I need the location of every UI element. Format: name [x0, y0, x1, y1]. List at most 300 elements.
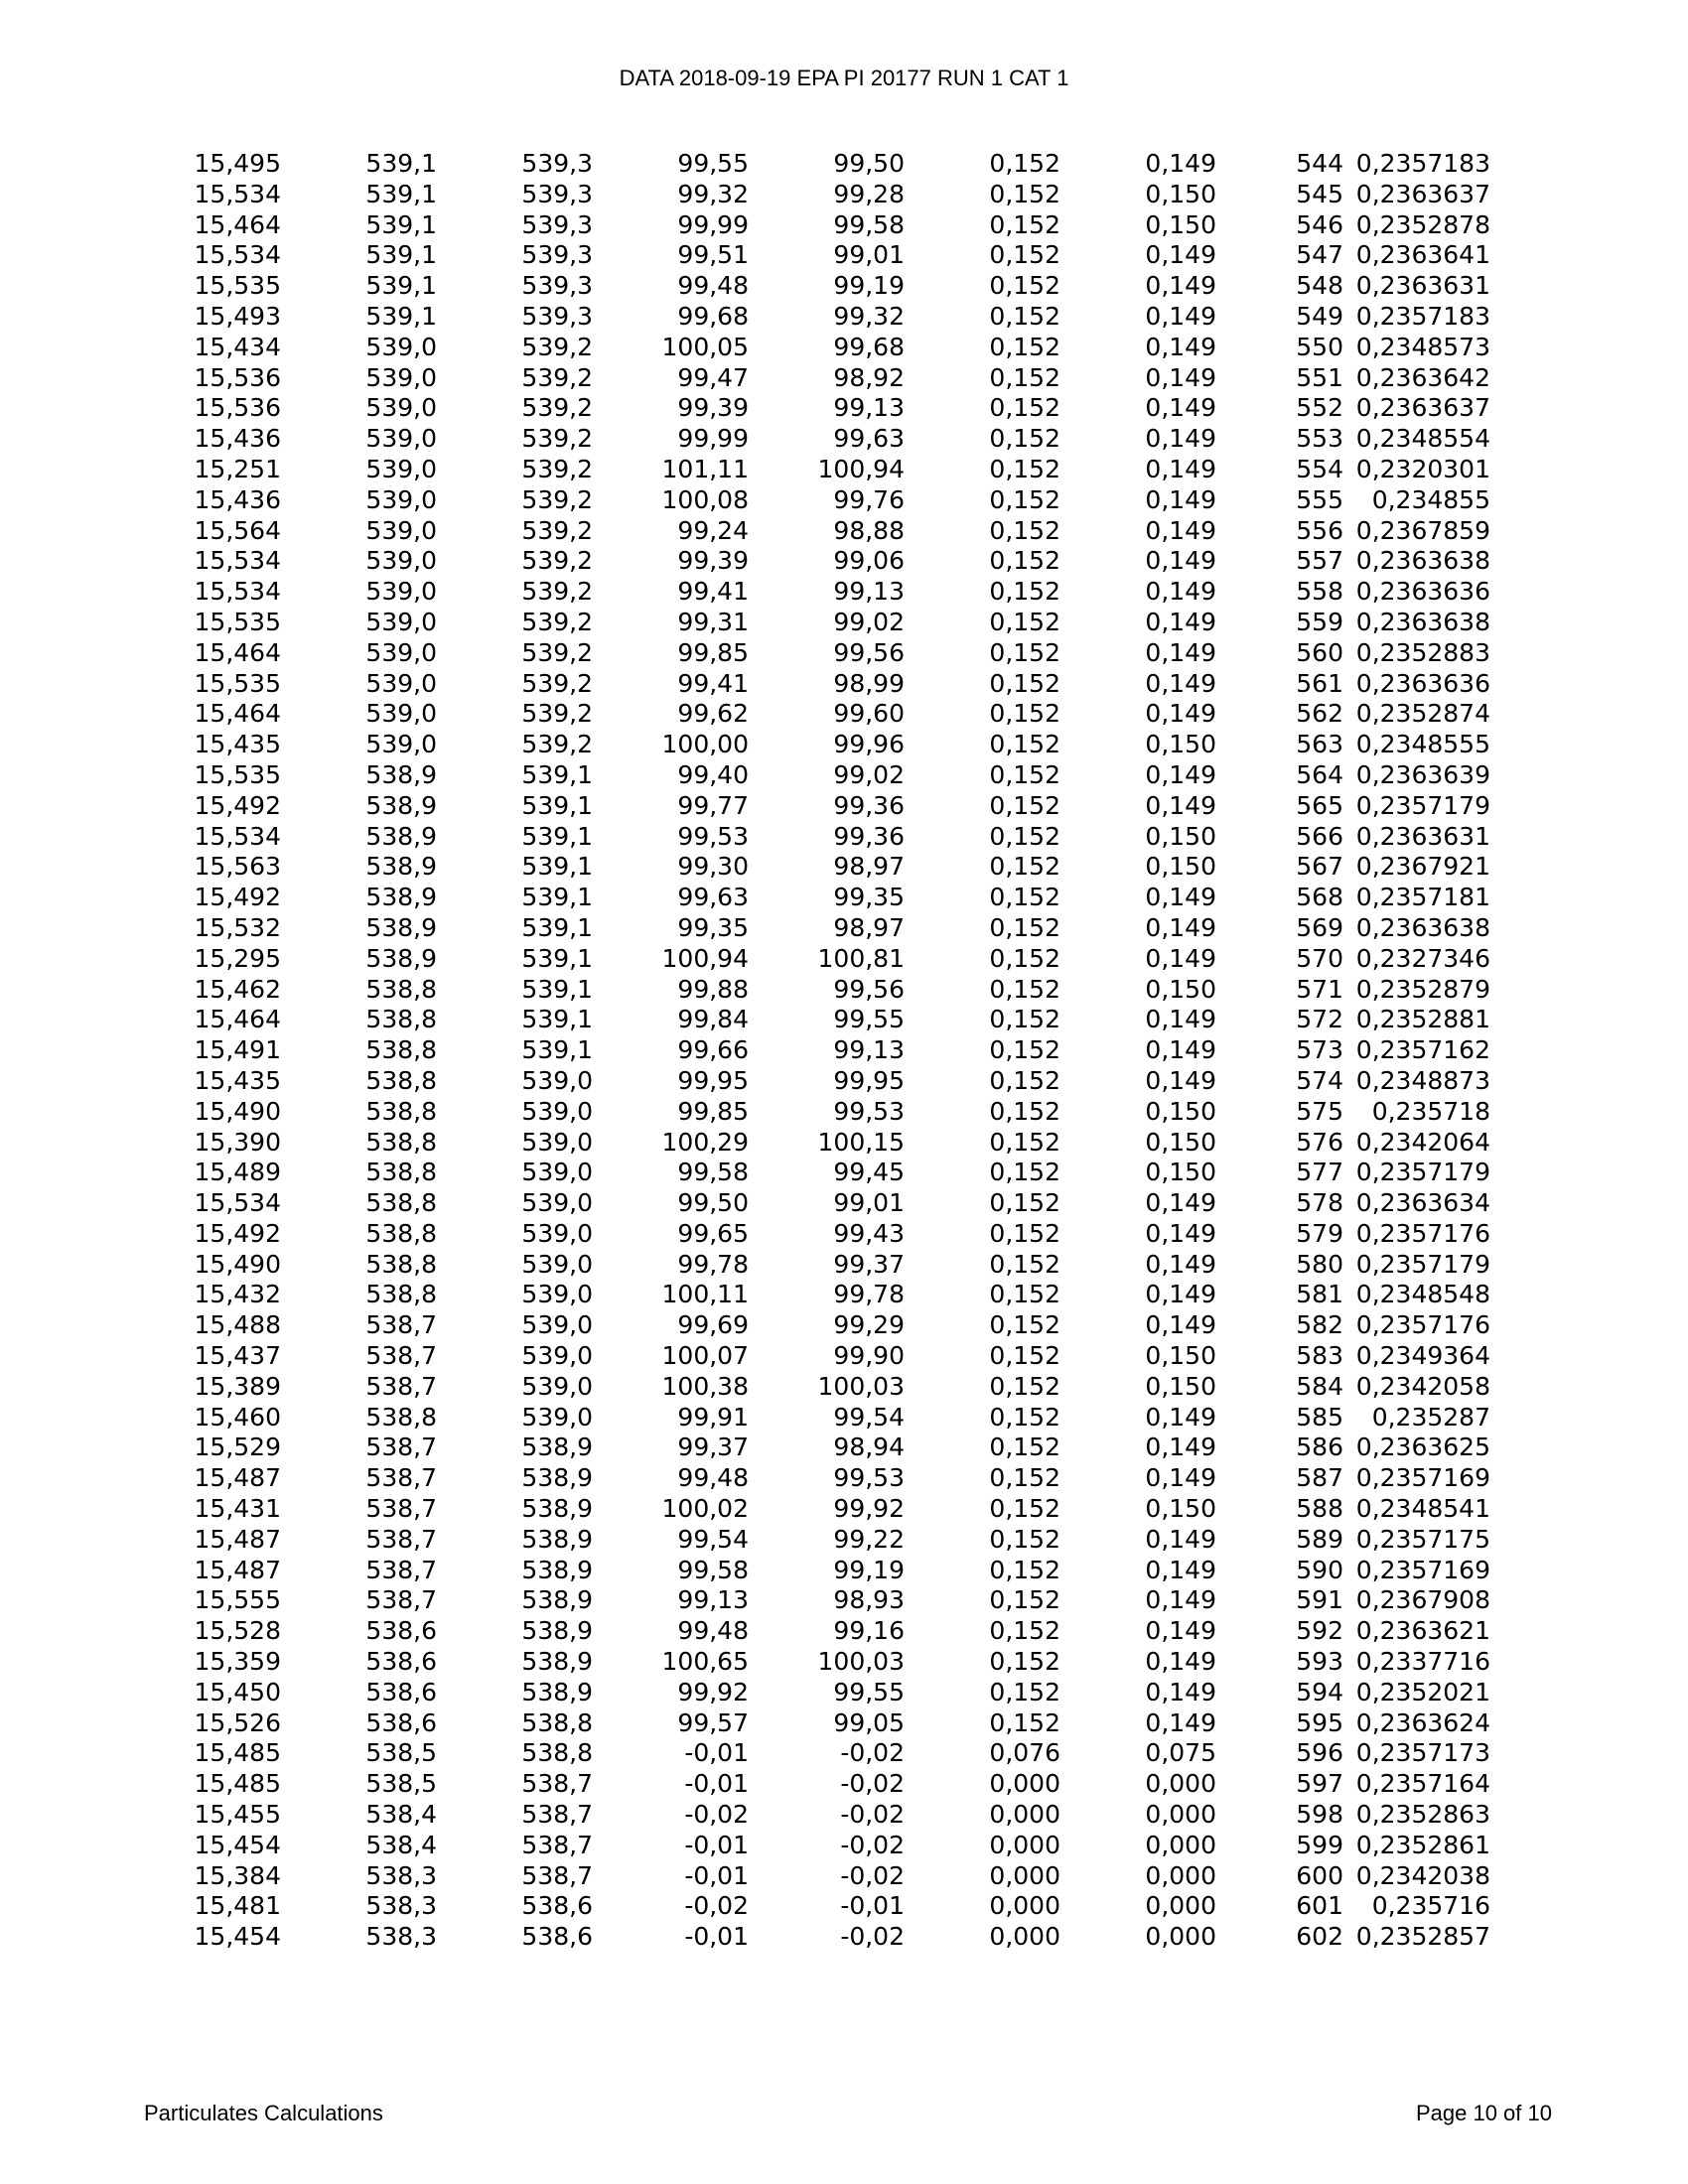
table-cell: 0,149: [1145, 515, 1216, 545]
table-cell: 0,149: [1145, 301, 1216, 331]
table-row: [0, 149, 1490, 180]
table-cell: 0,152: [989, 515, 1060, 545]
footer-page-number: Page 10 of 10: [1415, 2101, 1552, 2125]
table-cell: 576: [1296, 1127, 1343, 1157]
table-cell: 15,488: [194, 1310, 281, 1340]
table-cell: 587: [1296, 1463, 1343, 1493]
table-cell: 581: [1296, 1280, 1343, 1309]
table-cell: 0,2367859: [1355, 515, 1490, 545]
table-row: [0, 1066, 1490, 1097]
table-cell: 0,149: [1145, 271, 1216, 301]
table-cell: 0,2363636: [1355, 577, 1490, 607]
table-cell: 0,149: [1145, 1188, 1216, 1218]
table-cell: 99,88: [677, 974, 749, 1004]
table-row: [0, 852, 1490, 883]
table-cell: 539,3: [521, 209, 593, 239]
table-row: [0, 608, 1490, 638]
table-cell: 15,454: [194, 1830, 281, 1859]
table-cell: 100,15: [817, 1127, 905, 1157]
table-row: [0, 424, 1490, 455]
table-cell: 99,40: [677, 759, 749, 789]
table-cell: -0,01: [684, 1922, 749, 1952]
table-row: [0, 669, 1490, 700]
table-cell: 594: [1296, 1677, 1343, 1706]
table-cell: 596: [1296, 1738, 1343, 1768]
table-cell: 538,5: [365, 1738, 437, 1768]
table-cell: -0,02: [840, 1860, 905, 1890]
table-cell: 0,000: [989, 1800, 1060, 1830]
table-cell: 599: [1296, 1830, 1343, 1859]
table-cell: 538,9: [365, 821, 437, 851]
table-cell: 0,152: [989, 883, 1060, 912]
table-cell: 99,36: [833, 821, 905, 851]
table-row: [0, 1800, 1490, 1831]
table-cell: 0,149: [1145, 332, 1216, 361]
table-row: [0, 638, 1490, 669]
table-cell: 538,5: [365, 1769, 437, 1799]
table-cell: 99,55: [833, 1677, 905, 1706]
table-cell: 539,0: [521, 1127, 593, 1157]
table-row: [0, 1831, 1490, 1861]
table-cell: 538,7: [365, 1524, 437, 1554]
table-cell: 539,1: [521, 852, 593, 882]
table-cell: 99,01: [833, 240, 905, 270]
table-cell: 0,2357169: [1355, 1463, 1490, 1493]
table-cell: 539,0: [521, 1065, 593, 1095]
table-row: [0, 1616, 1490, 1647]
table-cell: 0,2342038: [1355, 1860, 1490, 1890]
table-row: [0, 1035, 1490, 1066]
table-cell: 15,454: [194, 1922, 281, 1952]
table-cell: 99,85: [677, 1096, 749, 1126]
table-cell: 0,2363641: [1355, 240, 1490, 270]
table-cell: 538,9: [365, 943, 437, 973]
table-cell: 99,30: [677, 852, 749, 882]
table-cell: 0,149: [1145, 1677, 1216, 1706]
table-cell: 579: [1296, 1218, 1343, 1248]
table-cell: 538,9: [521, 1494, 593, 1524]
table-cell: 0,000: [989, 1922, 1060, 1952]
table-cell: 0,2363639: [1355, 759, 1490, 789]
table-cell: 100,29: [661, 1127, 749, 1157]
table-cell: 0,152: [989, 759, 1060, 789]
table-cell: 0,2348548: [1355, 1280, 1490, 1309]
table-cell: 99,32: [677, 179, 749, 208]
table-cell: 99,60: [833, 699, 905, 729]
table-cell: 0,2348554: [1355, 424, 1490, 454]
table-row: [0, 1310, 1490, 1341]
table-cell: 99,78: [833, 1280, 905, 1309]
table-row: [0, 455, 1490, 485]
table-cell: 0,2337716: [1355, 1647, 1490, 1677]
table-cell: -0,02: [840, 1830, 905, 1859]
table-cell: 0,2357183: [1355, 149, 1490, 178]
table-cell: 99,56: [833, 637, 905, 667]
table-cell: 99,48: [677, 1616, 749, 1646]
table-cell: 538,7: [365, 1341, 437, 1371]
table-cell: 0,152: [989, 271, 1060, 301]
table-cell: 538,6: [365, 1707, 437, 1737]
table-cell: 539,3: [521, 301, 593, 331]
table-cell: 15,464: [194, 699, 281, 729]
table-cell: 0,2357179: [1355, 1249, 1490, 1279]
table-cell: 0,149: [1145, 883, 1216, 912]
table-cell: 99,16: [833, 1616, 905, 1646]
table-cell: 99,68: [833, 332, 905, 361]
table-cell: 538,7: [521, 1860, 593, 1890]
table-cell: 100,02: [661, 1494, 749, 1524]
table-cell: 538,8: [365, 1127, 437, 1157]
table-cell: 539,3: [521, 271, 593, 301]
table-row: [0, 944, 1490, 975]
table-cell: 538,9: [521, 1433, 593, 1462]
table-cell: 99,02: [833, 759, 905, 789]
table-cell: 100,03: [817, 1371, 905, 1401]
table-cell: 0,149: [1145, 943, 1216, 973]
table-cell: 538,8: [365, 1005, 437, 1034]
table-cell: 99,02: [833, 607, 905, 636]
table-cell: 538,7: [365, 1371, 437, 1401]
table-cell: 539,3: [521, 240, 593, 270]
table-cell: 539,0: [365, 637, 437, 667]
table-cell: 99,13: [833, 577, 905, 607]
table-cell: 15,435: [194, 730, 281, 759]
table-cell: 538,9: [365, 852, 437, 882]
table-cell: 99,35: [833, 883, 905, 912]
table-row: [0, 791, 1490, 822]
table-cell: 550: [1296, 332, 1343, 361]
table-cell: 556: [1296, 515, 1343, 545]
table-cell: 538,7: [521, 1830, 593, 1859]
table-cell: 549: [1296, 301, 1343, 331]
table-row: [0, 485, 1490, 516]
table-cell: 0,075: [1145, 1738, 1216, 1768]
table-cell: 0,149: [1145, 1065, 1216, 1095]
table-row: [0, 1494, 1490, 1525]
table-cell: -0,01: [684, 1860, 749, 1890]
table-cell: 0,2367921: [1355, 852, 1490, 882]
table-cell: 0,000: [989, 1830, 1060, 1859]
table-cell: 15,492: [194, 1218, 281, 1248]
table-cell: 539,2: [521, 668, 593, 698]
table-cell: 539,1: [521, 974, 593, 1004]
table-cell: 539,1: [365, 209, 437, 239]
table-cell: 0,152: [989, 1433, 1060, 1462]
table-cell: 100,03: [817, 1647, 905, 1677]
table-cell: 0,149: [1145, 1218, 1216, 1248]
data-table: [0, 149, 1490, 1953]
table-cell: 0,152: [989, 821, 1060, 851]
table-cell: 100,65: [661, 1647, 749, 1677]
table-cell: 0,152: [989, 1647, 1060, 1677]
table-cell: 100,05: [661, 332, 749, 361]
table-cell: 0,152: [989, 484, 1060, 514]
table-cell: 99,37: [677, 1433, 749, 1462]
table-cell: 0,150: [1145, 209, 1216, 239]
table-cell: 538,8: [365, 1402, 437, 1432]
table-row: [0, 975, 1490, 1006]
table-cell: 0,150: [1145, 1096, 1216, 1126]
table-cell: 15,251: [194, 454, 281, 483]
table-cell: 98,92: [833, 362, 905, 392]
table-cell: 0,152: [989, 1677, 1060, 1706]
table-cell: 15,464: [194, 209, 281, 239]
table-cell: -0,02: [840, 1800, 905, 1830]
table-cell: 539,0: [365, 577, 437, 607]
footer-document-title: Particulates Calculations: [144, 2101, 383, 2125]
table-cell: 539,0: [365, 730, 437, 759]
table-cell: 15,434: [194, 332, 281, 361]
table-cell: 0,235287: [1371, 1402, 1490, 1432]
table-cell: 546: [1296, 209, 1343, 239]
table-cell: 538,9: [521, 1647, 593, 1677]
table-cell: 0,2348573: [1355, 332, 1490, 361]
table-cell: 538,8: [365, 1158, 437, 1187]
table-row: [0, 1556, 1490, 1586]
table-cell: 571: [1296, 974, 1343, 1004]
table-cell: 582: [1296, 1310, 1343, 1340]
table-cell: 0,149: [1145, 1310, 1216, 1340]
table-cell: 539,0: [521, 1280, 593, 1309]
table-row: [0, 1861, 1490, 1892]
table-cell: -0,02: [840, 1738, 905, 1768]
table-cell: 0,149: [1145, 1463, 1216, 1493]
table-cell: 99,68: [677, 301, 749, 331]
table-cell: 0,152: [989, 943, 1060, 973]
table-cell: 99,57: [677, 1707, 749, 1737]
table-cell: 538,6: [521, 1891, 593, 1921]
table-cell: 0,2363625: [1355, 1433, 1490, 1462]
table-cell: 538,9: [521, 1524, 593, 1554]
table-cell: 539,2: [521, 730, 593, 759]
table-cell: 0,2363631: [1355, 271, 1490, 301]
table-cell: 0,2363636: [1355, 668, 1490, 698]
table-cell: 0,149: [1145, 149, 1216, 178]
table-cell: 0,152: [989, 668, 1060, 698]
table-cell: 539,0: [365, 607, 437, 636]
table-cell: 99,47: [677, 362, 749, 392]
table-row: [0, 1219, 1490, 1250]
table-cell: 0,2348541: [1355, 1494, 1490, 1524]
table-cell: 539,2: [521, 454, 593, 483]
table-cell: -0,02: [840, 1769, 905, 1799]
table-cell: 0,152: [989, 1065, 1060, 1095]
table-cell: 99,99: [677, 424, 749, 454]
table-row: [0, 1250, 1490, 1281]
table-cell: -0,02: [684, 1891, 749, 1921]
table-cell: 539,0: [521, 1249, 593, 1279]
table-cell: 15,534: [194, 577, 281, 607]
table-cell: 0,152: [989, 1188, 1060, 1218]
table-cell: 98,97: [833, 852, 905, 882]
table-row: [0, 1647, 1490, 1678]
table-cell: 15,535: [194, 759, 281, 789]
table-cell: 0,152: [989, 393, 1060, 423]
table-cell: 0,2352883: [1355, 637, 1490, 667]
table-cell: 538,6: [365, 1647, 437, 1677]
table-cell: 572: [1296, 1005, 1343, 1034]
table-cell: -0,01: [684, 1738, 749, 1768]
table-cell: 0,152: [989, 637, 1060, 667]
table-row: [0, 760, 1490, 791]
table-cell: 0,149: [1145, 759, 1216, 789]
table-cell: 98,88: [833, 515, 905, 545]
table-cell: 99,50: [833, 149, 905, 178]
table-cell: 15,528: [194, 1616, 281, 1646]
table-cell: 15,564: [194, 515, 281, 545]
table-cell: 552: [1296, 393, 1343, 423]
table-cell: 0,149: [1145, 1280, 1216, 1309]
table-cell: 0,149: [1145, 1616, 1216, 1646]
table-cell: 15,295: [194, 943, 281, 973]
table-row: [0, 546, 1490, 577]
table-cell: 0,149: [1145, 1585, 1216, 1615]
table-cell: 0,149: [1145, 1035, 1216, 1065]
table-cell: 539,1: [365, 301, 437, 331]
table-cell: 539,2: [521, 699, 593, 729]
table-cell: 0,152: [989, 1402, 1060, 1432]
table-cell: -0,02: [684, 1800, 749, 1830]
table-cell: 538,3: [365, 1860, 437, 1890]
table-cell: 15,536: [194, 362, 281, 392]
table-cell: 539,0: [521, 1188, 593, 1218]
table-cell: 539,1: [521, 759, 593, 789]
table-cell: 0,150: [1145, 1341, 1216, 1371]
table-cell: 0,152: [989, 699, 1060, 729]
table-cell: 539,1: [521, 1035, 593, 1065]
table-cell: 539,0: [365, 668, 437, 698]
table-row: [0, 822, 1490, 853]
table-cell: 99,51: [677, 240, 749, 270]
table-cell: 99,29: [833, 1310, 905, 1340]
table-row: [0, 1158, 1490, 1188]
table-cell: 0,2363631: [1355, 821, 1490, 851]
table-row: [0, 1585, 1490, 1616]
table-cell: 0,152: [989, 1616, 1060, 1646]
table-cell: 598: [1296, 1800, 1343, 1830]
table-cell: 99,39: [677, 393, 749, 423]
table-cell: 99,19: [833, 1555, 905, 1584]
table-cell: 15,436: [194, 424, 281, 454]
table-cell: 15,390: [194, 1127, 281, 1157]
table-cell: 15,495: [194, 149, 281, 178]
table-cell: 15,526: [194, 1707, 281, 1737]
table-cell: 567: [1296, 852, 1343, 882]
table-cell: 539,2: [521, 515, 593, 545]
table-cell: 100,38: [661, 1371, 749, 1401]
table-cell: 0,152: [989, 1585, 1060, 1615]
table-row: [0, 363, 1490, 394]
table-cell: 539,0: [521, 1096, 593, 1126]
table-cell: 99,39: [677, 546, 749, 576]
table-cell: 538,7: [365, 1310, 437, 1340]
table-cell: 595: [1296, 1707, 1343, 1737]
table-cell: 0,000: [1145, 1830, 1216, 1859]
table-cell: 0,149: [1145, 699, 1216, 729]
table-cell: 99,56: [833, 974, 905, 1004]
table-cell: 538,8: [365, 1280, 437, 1309]
table-cell: 561: [1296, 668, 1343, 698]
table-cell: 544: [1296, 149, 1343, 178]
table-cell: 539,2: [521, 332, 593, 361]
table-cell: 0,2363637: [1355, 179, 1490, 208]
table-row: [0, 1188, 1490, 1219]
table-cell: 585: [1296, 1402, 1343, 1432]
table-cell: 539,1: [521, 1005, 593, 1034]
table-cell: 573: [1296, 1035, 1343, 1065]
table-cell: 574: [1296, 1065, 1343, 1095]
table-cell: 565: [1296, 790, 1343, 820]
table-cell: 15,450: [194, 1677, 281, 1706]
table-cell: 538,4: [365, 1830, 437, 1859]
table-cell: 0,149: [1145, 1647, 1216, 1677]
table-cell: 99,55: [833, 1005, 905, 1034]
table-cell: 0,152: [989, 1035, 1060, 1065]
table-cell: 539,0: [365, 454, 437, 483]
table-cell: 99,92: [833, 1494, 905, 1524]
table-row: [0, 210, 1490, 241]
table-cell: 0,152: [989, 301, 1060, 331]
table-cell: 538,8: [521, 1738, 593, 1768]
table-row: [0, 516, 1490, 547]
table-cell: 538,6: [521, 1922, 593, 1952]
table-cell: 539,2: [521, 607, 593, 636]
table-cell: 539,2: [521, 577, 593, 607]
table-cell: 569: [1296, 912, 1343, 942]
table-cell: 0,2357173: [1355, 1738, 1490, 1768]
table-cell: 538,9: [521, 1616, 593, 1646]
table-cell: 0,152: [989, 546, 1060, 576]
table-cell: 0,2357169: [1355, 1555, 1490, 1584]
table-row: [0, 1922, 1490, 1953]
table-cell: 99,32: [833, 301, 905, 331]
table-cell: 0,150: [1145, 730, 1216, 759]
data-table-container: [0, 149, 1688, 1953]
table-cell: 0,2363638: [1355, 912, 1490, 942]
table-cell: 538,8: [365, 1249, 437, 1279]
table-cell: 539,2: [521, 424, 593, 454]
table-cell: 99,37: [833, 1249, 905, 1279]
table-cell: 99,13: [677, 1585, 749, 1615]
table-cell: 0,2357176: [1355, 1310, 1490, 1340]
table-cell: 0,152: [989, 179, 1060, 208]
table-cell: 539,1: [521, 790, 593, 820]
table-cell: 99,24: [677, 515, 749, 545]
table-cell: 0,2352861: [1355, 1830, 1490, 1859]
table-cell: 15,462: [194, 974, 281, 1004]
table-cell: 99,50: [677, 1188, 749, 1218]
table-cell: 583: [1296, 1341, 1343, 1371]
table-cell: 15,435: [194, 1065, 281, 1095]
table-row: [0, 271, 1490, 302]
table-cell: 0,234855: [1371, 484, 1490, 514]
table-cell: 539,0: [521, 1218, 593, 1248]
table-cell: 99,96: [833, 730, 905, 759]
table-cell: 0,149: [1145, 240, 1216, 270]
table-cell: 590: [1296, 1555, 1343, 1584]
table-cell: 0,000: [989, 1891, 1060, 1921]
table-cell: 98,93: [833, 1585, 905, 1615]
table-cell: 99,53: [833, 1096, 905, 1126]
table-cell: 0,149: [1145, 1524, 1216, 1554]
table-cell: 15,489: [194, 1158, 281, 1187]
table-cell: 592: [1296, 1616, 1343, 1646]
table-cell: 563: [1296, 730, 1343, 759]
table-cell: 0,152: [989, 730, 1060, 759]
table-cell: 0,2352021: [1355, 1677, 1490, 1706]
table-cell: 0,150: [1145, 179, 1216, 208]
table-cell: 539,1: [521, 943, 593, 973]
